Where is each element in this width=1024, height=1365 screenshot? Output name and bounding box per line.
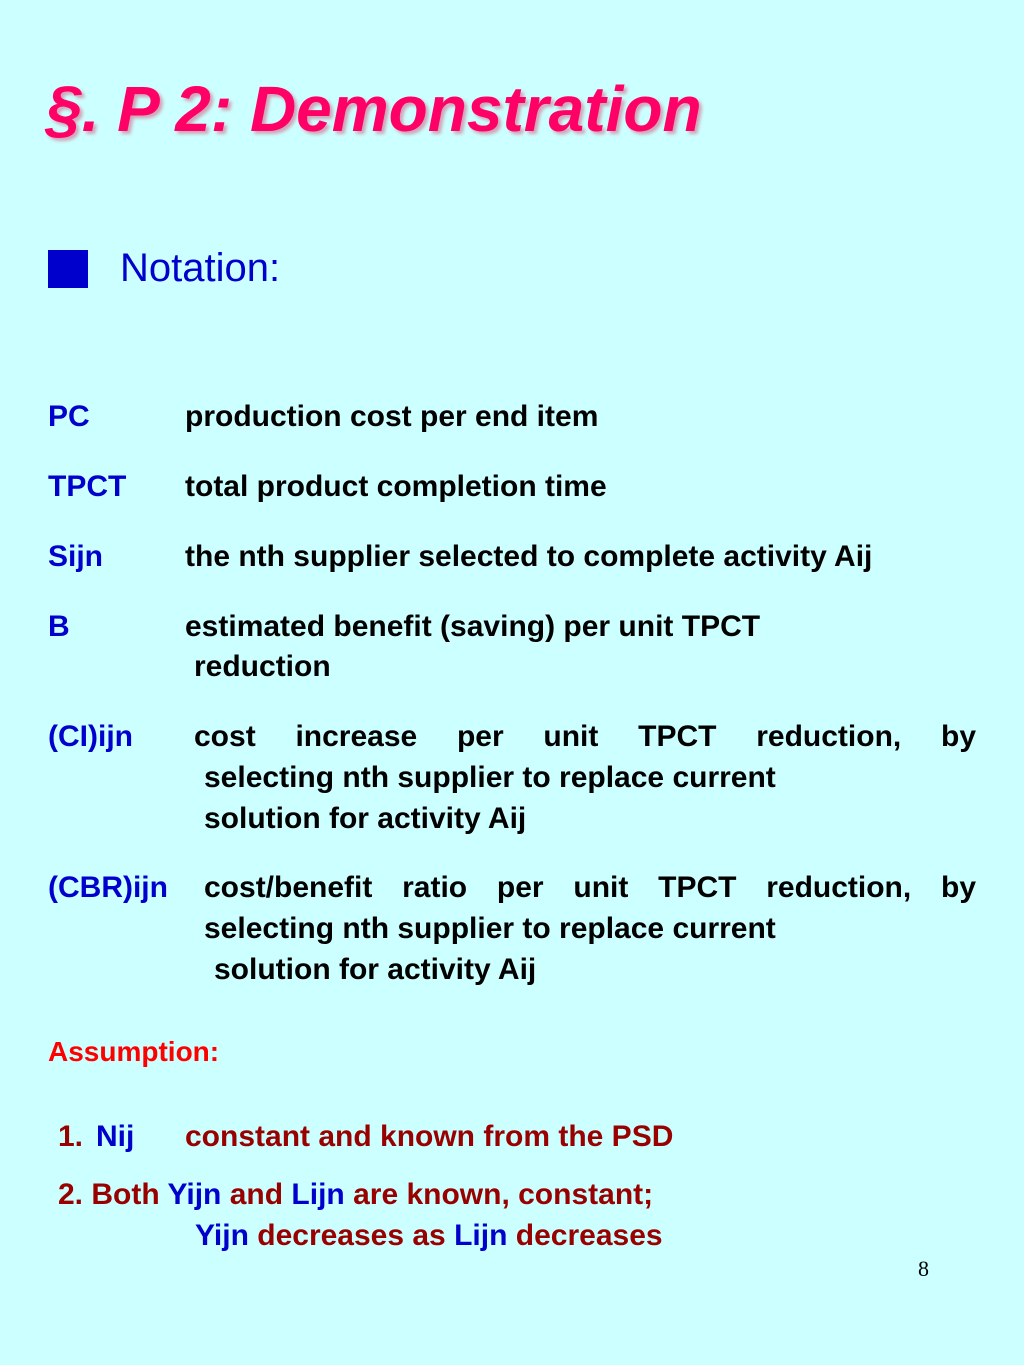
def-b-line2: reduction (194, 650, 331, 683)
def-b-line1: estimated benefit (saving) per unit TPCT (185, 610, 761, 643)
term-pc: PC (48, 400, 90, 433)
assumption-2-text: are known, constant; (353, 1178, 654, 1211)
assumption-2-line2 (195, 1219, 663, 1253)
def-cbr-line3: solution for activity Aij (214, 953, 537, 986)
assumption-2-var2: Lijn (291, 1178, 345, 1211)
def-cbr-line1: cost/benefit ratio per unit TPCT reduction, by (204, 871, 976, 904)
square-bullet-icon (48, 250, 88, 288)
notation-heading: Notation: (120, 246, 281, 290)
def-ci-line1: cost increase per unit TPCT reduction, by (194, 720, 976, 753)
assumption-heading: Assumption: (48, 1036, 220, 1067)
page-number: 8 (918, 1256, 929, 1281)
term-tpct: TPCT (48, 470, 127, 503)
assumption-2-line2-mid: decreases as (257, 1219, 446, 1252)
def-cbr-line2: selecting nth supplier to replace current (204, 912, 776, 945)
term-sijn: Sijn (48, 540, 104, 573)
assumption-2-line2-var1: Yijn (195, 1219, 249, 1252)
slide-title: §. P 2: Demonstration (46, 73, 702, 145)
def-tpct: total product completion time (185, 470, 607, 503)
assumption-1-text: constant and known from the PSD (185, 1120, 674, 1153)
assumption-2-and: and (229, 1178, 284, 1211)
assumption-2-number: 2. Both (58, 1178, 160, 1211)
assumption-1-var: Nij (96, 1120, 135, 1153)
term-cbr: (CBR)ijn (48, 871, 168, 904)
def-sijn: the nth supplier selected to complete activity Aij (185, 540, 873, 573)
assumption-2-line2-end: decreases (515, 1219, 663, 1252)
assumption-1-number: 1. (58, 1120, 84, 1153)
assumption-2-line2-var2: Lijn (454, 1219, 508, 1252)
def-pc: production cost per end item (185, 400, 599, 433)
def-ci-line3: solution for activity Aij (204, 802, 527, 835)
assumption-2-var1: Yijn (167, 1178, 222, 1211)
assumption-2-line1 (58, 1178, 653, 1212)
def-ci-line2: selecting nth supplier to replace current (204, 761, 776, 794)
term-ci: (CI)ijn (48, 720, 133, 753)
term-b: B (48, 610, 70, 643)
